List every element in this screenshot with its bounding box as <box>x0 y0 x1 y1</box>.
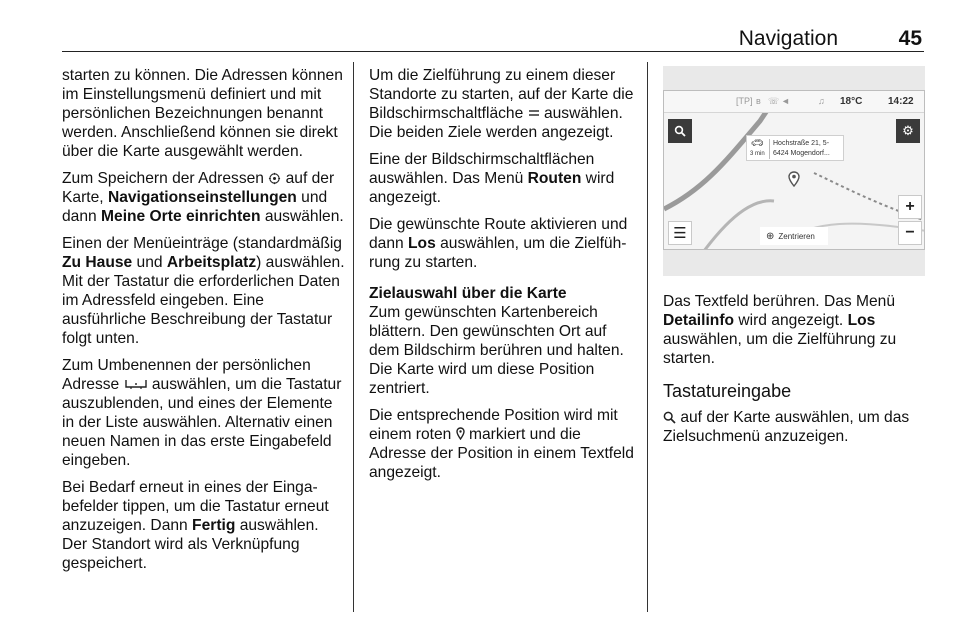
text-run: auf der Karte, <box>62 170 335 206</box>
term: Los <box>408 235 436 252</box>
center-label: Zentrieren <box>778 231 815 241</box>
search-icon <box>674 125 686 137</box>
text-run: auswählen. Der Standort wird als Verknüpfung gespeichert. <box>62 517 319 572</box>
search-icon <box>663 408 676 427</box>
mute-icon: ◄ <box>781 96 790 106</box>
eta: 3 min <box>750 151 765 157</box>
text-run: Zum gewünschten Kartenbereich blättern. Den gewünschten Ort auf dem Bildschirm berühren und halten. Die Karte wird um diese Position zentriert. <box>369 304 624 397</box>
paragraph <box>62 234 347 348</box>
music-icon: ♫ <box>818 96 825 106</box>
plus-icon: + <box>905 198 915 215</box>
term: Meine Orte einrichten <box>101 208 261 225</box>
paragraph <box>663 408 933 446</box>
car-icon: 🚗︎ <box>751 138 764 149</box>
zoom-out-button[interactable] <box>898 221 922 245</box>
paragraph <box>369 150 637 207</box>
column-divider <box>647 62 648 612</box>
text-run: Bei Bedarf erneut in eines der Eingabefelder tippen, um die Tastatur erneut anzuzeigen. Dann <box>62 479 329 534</box>
text-run: Das Textfeld berühren. Das Menü <box>663 293 896 310</box>
address-line-2: 6424 Mogendorf... <box>773 150 830 157</box>
settings-button[interactable] <box>896 119 920 143</box>
paragraph <box>369 406 637 482</box>
section-heading: Zielauswahl über die Karte <box>369 285 567 302</box>
column-divider <box>353 62 354 612</box>
center-button[interactable] <box>760 227 828 245</box>
pin-icon <box>456 425 465 444</box>
text-run: ) auswählen. Mit der Tastatur die erforderlichen Daten im Adressfeld eingeben. Eine ausführliche Beschreibung der Tastatur folgt unten. <box>62 254 345 347</box>
col2-intro-paragraphs <box>369 66 637 272</box>
menu-lines-icon: ☰ <box>673 225 687 242</box>
paragraph <box>369 303 637 398</box>
keyboard-icon <box>124 375 148 394</box>
text-run: wird angezeigt. <box>369 170 615 206</box>
term: Detailinfo <box>663 312 735 329</box>
column-3 <box>663 292 933 454</box>
text-run: starten zu können. Die Adressen können im Einstellungsmenü definiert und mit persönlichen Bezeichnungen benannt werden. Anschließend können sie direkt über die Karte ausgewählt werden. <box>62 67 343 160</box>
text-run: auf der Karte auswählen, um das Zielsuchmenü anzuzeigen. <box>663 409 910 445</box>
keyboard-heading: Tastatureingabe <box>663 381 792 401</box>
col1-paragraphs <box>62 66 347 573</box>
clock: 14:22 <box>888 96 914 107</box>
text-run: Zum Umbenennen der persönlichen Adresse <box>62 357 311 393</box>
text-run: Zum Speichern der Adressen <box>62 170 269 187</box>
search-button[interactable] <box>668 119 692 143</box>
col2-body-paragraphs <box>369 303 637 482</box>
paragraph <box>62 356 347 470</box>
column-2 <box>369 66 637 490</box>
gear-icon: ⚙ <box>902 123 914 138</box>
paragraph <box>62 478 347 573</box>
text-run: Einen der Menüeinträge (standardmäßig <box>62 235 342 252</box>
gear-icon <box>268 169 281 188</box>
text-run: Um die Zielführung zu einem dieser Standorte zu starten, auf der Karte die Bildschirmschaltfläche <box>369 67 634 122</box>
text-run: Die gewünschte Route aktivieren und dann <box>369 216 628 252</box>
address-line-1: Hochstraße 21, 5- <box>773 140 830 147</box>
text-run: auswählen, um die Tastatur auszublenden, und eines der Elemente in der Liste auswählen. Alternativ einen neuen Namen in das erste Eingabefeld eingeben. <box>62 376 342 469</box>
phone-icon: ☏ <box>768 96 780 106</box>
menu-lines-icon <box>528 104 540 123</box>
text-run: markiert und die Adresse der Position in einem Textfeld angezeigt. <box>369 426 634 481</box>
bluetooth-icon: ʙ <box>756 96 761 106</box>
col3-body-paragraphs <box>663 292 933 368</box>
text-run: Eine der Bildschirmschaltflächen auswählen. Das Menü <box>369 151 595 187</box>
text-run: auswählen. Die beiden Ziele werden angezeigt. <box>369 105 623 141</box>
col3-after-paragraphs <box>663 408 933 446</box>
term: Los <box>847 312 876 329</box>
zoom-in-button[interactable] <box>898 195 922 219</box>
navigation-screen <box>663 90 925 250</box>
text-run: und <box>132 254 167 271</box>
paragraph <box>663 292 933 368</box>
destinations-menu-button[interactable] <box>668 221 692 245</box>
paragraph <box>369 66 637 142</box>
term: Zu Hause <box>62 254 133 271</box>
text-run: auswählen, um die Zielführung zu starten. <box>663 331 897 367</box>
bubble-divider <box>769 139 770 159</box>
page-number: 45 <box>898 27 922 50</box>
text-run: auswählen. <box>260 208 344 225</box>
text-run: Die entsprechende Position wird mit einem roten <box>369 407 618 443</box>
text-run: und dann <box>62 189 328 225</box>
destination-bubble[interactable] <box>746 135 844 161</box>
paragraph <box>62 169 347 226</box>
term: Arbeitsplatz <box>166 254 257 271</box>
paragraph <box>369 215 637 272</box>
term: Fertig <box>192 517 236 534</box>
location-pin-icon <box>788 171 800 187</box>
term: Navigationseinstellungen <box>107 189 297 206</box>
tp-icon: [TP] <box>736 96 753 106</box>
paragraph <box>62 66 347 161</box>
crosshair-icon: ⊕ <box>766 230 775 242</box>
status-bar <box>664 91 924 113</box>
text-run: wird angezeigt. <box>734 312 848 329</box>
minus-icon: − <box>905 224 915 241</box>
column-1 <box>62 66 347 581</box>
temperature: 18°C <box>840 96 863 107</box>
page-header <box>62 26 924 52</box>
text-run: auswählen, um die Zielführung zu starten. <box>369 235 627 271</box>
term: Routen <box>527 170 582 187</box>
section-title: Navigation <box>738 27 838 50</box>
